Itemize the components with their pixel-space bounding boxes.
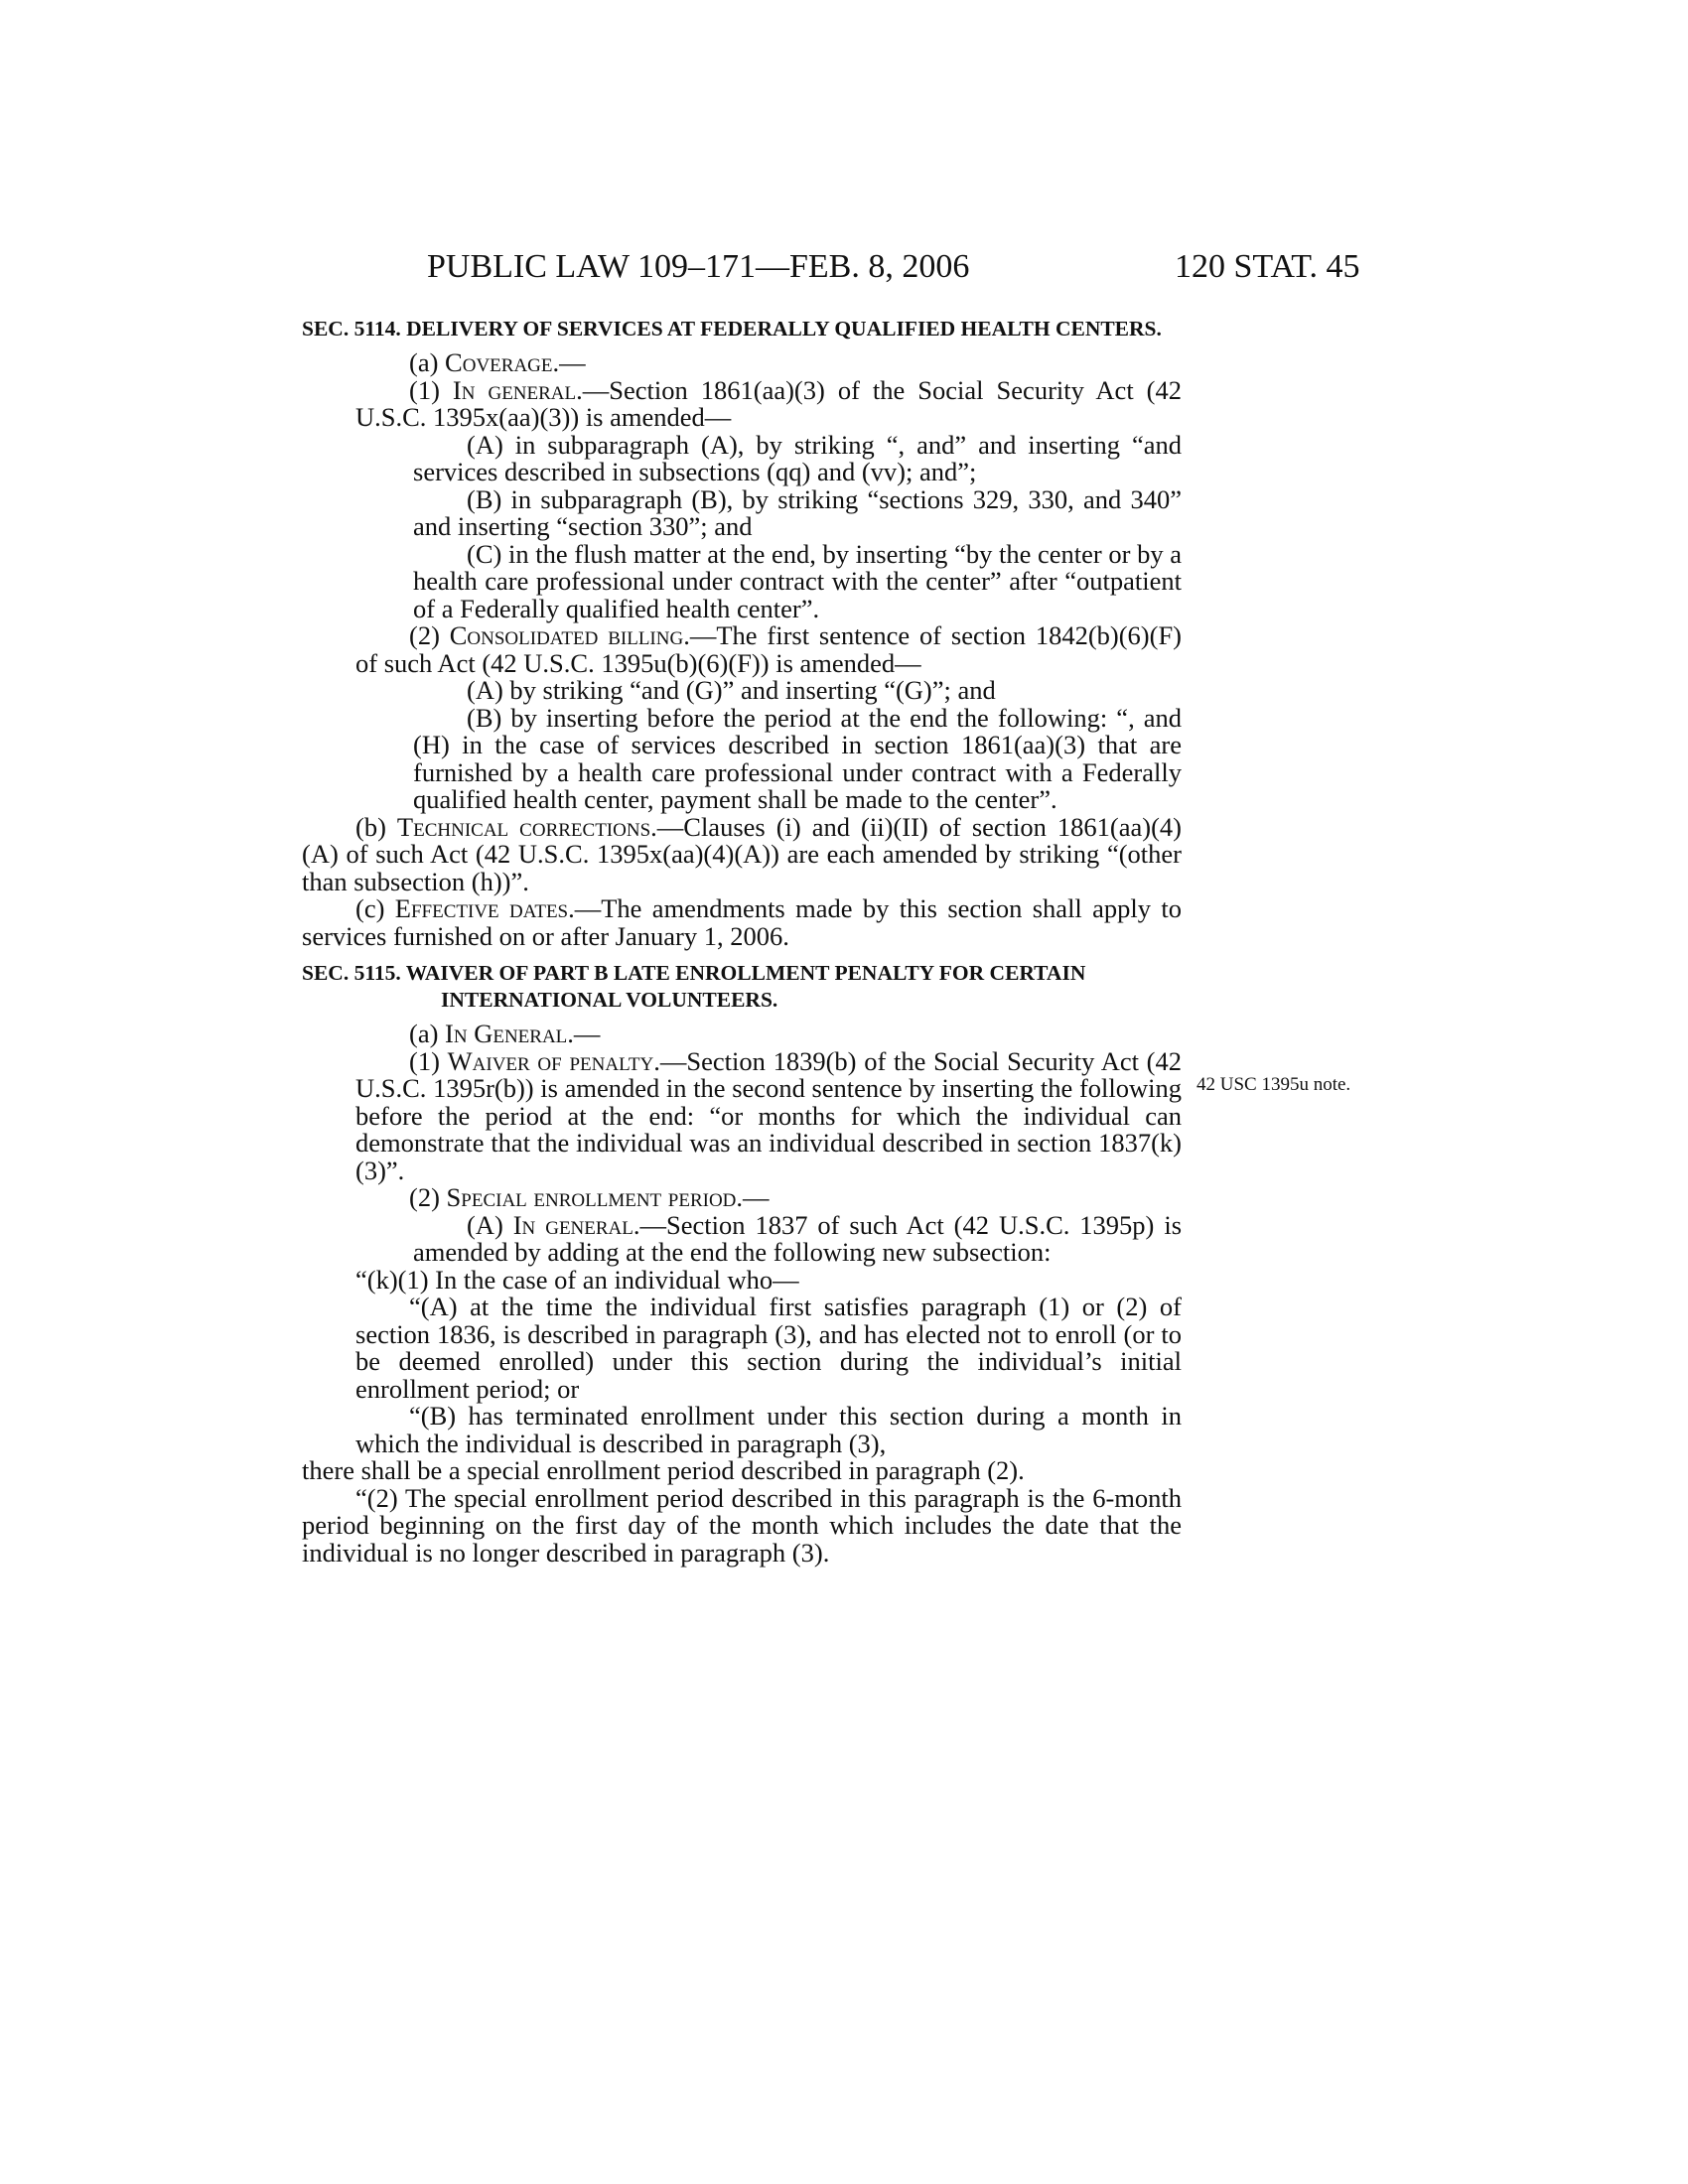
section-5115-heading: SEC. 5115. WAIVER OF PART B LATE ENROLLMENT PENALTY FOR CERTAIN INTERNATIONAL VOLUNTEERS. [302, 961, 1086, 1012]
sec5114-clause-a2B: (B) by inserting before the period at the end the following: “, and (H) in the case of services described in section 1861(aa)(3) that are furnished by a health care professional under contract with a Federally qualified health center, payment shall be made to the center”. [413, 702, 1182, 814]
paragraph-title: Waiver of penalty [447, 1045, 654, 1076]
subsection-title: Effective dates [394, 893, 569, 923]
header-title: PUBLIC LAW 109–171—FEB. 8, 2006 [427, 248, 970, 285]
sec5114-clause-a1C: (C) in the flush matter at the end, by inserting “by the center or by a health care professional under contract with the center” after “outpatient of a Federally qualified health center”. [413, 538, 1182, 623]
subsection-title: Technical corrections [396, 811, 651, 842]
subsection-title: Coverage [445, 347, 553, 377]
inserted-paragraph-k2: “(2) The special enrollment period described in this paragraph is the 6-month period beginning on the first day of the month which includes the date that the individual is no longer described in paragraph (3). [302, 1482, 1182, 1568]
section-5114-heading: SEC. 5114. DELIVERY OF SERVICES AT FEDERALLY QUALIFIED HEALTH CENTERS. [302, 317, 1162, 341]
subsection-title: In General [445, 1019, 568, 1048]
sec5115-paragraph-a2: (2) Special enrollment period.— [409, 1182, 770, 1212]
inserted-flush-text: there shall be a special enrollment period described in paragraph (2). [302, 1455, 1025, 1485]
inserted-subsection-k1: “(k)(1) In the case of an individual who— [355, 1264, 799, 1295]
sec5114-subsection-a: (a) Coverage.— [409, 347, 586, 377]
sec5115-paragraph-a1: (1) Waiver of penalty.—Section 1839(b) of the Social Security Act (42 U.S.C. 1395r(b)) is amended in the second sentence by inserting the following before the period at the end: “or months for which the individual can demonstrate that the individual was an individual described in section 1837(k)(3)”. [355, 1045, 1183, 1185]
paragraph-title: Consolidated billing [449, 620, 684, 650]
page-header [0, 248, 1688, 288]
sec5114-paragraph-a1: (1) In general.—Section 1861(aa)(3) of the Social Security Act (42 U.S.C. 1395x(aa)(3)) is amended— [355, 374, 1183, 432]
sec5114-clause-a1A: (A) in subparagraph (A), by striking “, and” and inserting “and services described in subsections (qq) and (vv); and”; [413, 429, 1182, 486]
sec5114-paragraph-a2: (2) Consolidated billing.—The first sentence of section 1842(b)(6)(F) of such Act (42 U.S.C. 1395u(b)(6)(F)) is amended— [355, 620, 1183, 678]
clause-title: In general [512, 1209, 633, 1240]
sec5114-subsection-b: (b) Technical corrections.—Clauses (i) and (ii)(II) of section 1861(aa)(4)(A) of such Act (42 U.S.C. 1395x(aa)(4)(A)) are each amended by striking “(other than subsection (h))”. [302, 811, 1182, 896]
margin-note-usc: 42 USC 1395u note. [1196, 1074, 1351, 1095]
sec5114-subsection-c: (c) Effective dates.—The amendments made by this section shall apply to services furnished on or after January 1, 2006. [302, 893, 1182, 951]
inserted-clause-k1B: “(B) has terminated enrollment under this section during a month in which the individual is described in paragraph (3), [355, 1401, 1182, 1458]
document-body [302, 316, 1182, 1567]
paragraph-title: Special enrollment period [446, 1182, 737, 1212]
sec5115-subsection-a: (a) In General.— [409, 1019, 601, 1048]
inserted-clause-k1A: “(A) at the time the individual first satisfies paragraph (1) or (2) of section 1836, is described in paragraph (3), and has elected not to enroll (or to be deemed enrolled) under this section during the individual’s initial enrollment period; or [355, 1292, 1182, 1404]
sec5114-clause-a2A: (A) by striking “and (G)” and inserting “(G)”; and [467, 675, 996, 705]
paragraph-title: In general [452, 374, 577, 405]
sec5115-clause-a2A: (A) In general.—Section 1837 of such Act (42 U.S.C. 1395p) is amended by adding at the end the following new subsection: [413, 1209, 1183, 1267]
sec5114-clause-a1B: (B) in subparagraph (B), by striking “sections 329, 330, and 340” and inserting “section 330”; and [413, 483, 1182, 541]
header-page-reference: 120 STAT. 45 [1175, 248, 1360, 285]
